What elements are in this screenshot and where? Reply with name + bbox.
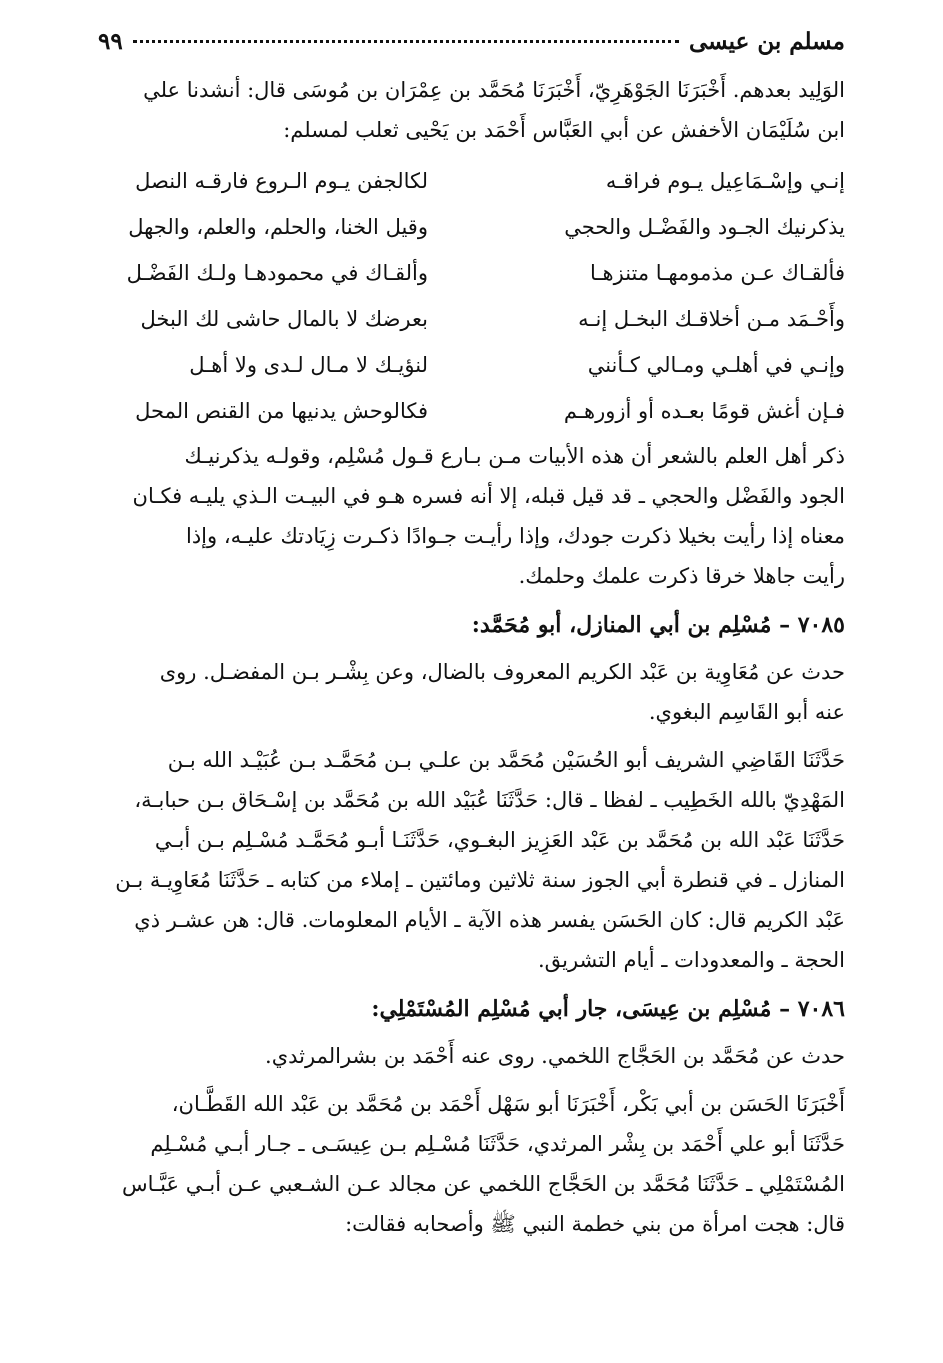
text-line: المُسْتَمْلِي ـ حَدَّثَنَا مُحَمَّد بن الحَجَّاج اللخمي عن مجالد عـن الشـعبي عـن أبـي عَبَّـاس <box>122 1172 845 1196</box>
page-number: ٩٩ <box>98 28 123 55</box>
verse <box>98 158 845 204</box>
text-line: حدث عن مُحَمَّد بن الحَجَّاج اللخمي. روى عنه أَحْمَد بن بشرالمرثدي. <box>265 1044 845 1068</box>
second-hemistich: لنؤيـك لا مـال لـدى ولا أهـل <box>189 353 428 377</box>
text-line: عَبْد الكريم قال: كان الحَسَن يفسر هذه الآية ـ الأيام المعلومات. قال: هن عشـر ذي <box>134 908 845 932</box>
entry-7085-isnad <box>98 740 845 980</box>
text-line: الجود والفَضْل والحجي ـ قد قيل قبله، إلا أنه فسره هـو في البيـت الـذي يليـه فكـان <box>132 484 845 508</box>
text-line: عنه أبو القَاسِم البغوي. <box>648 700 845 724</box>
verse <box>98 250 845 296</box>
entry-7085-bio <box>98 652 845 732</box>
text-line: رأيت جاهلا خرقا ذكرت علمك وحلمك. <box>518 564 845 588</box>
second-hemistich: وألقـاك في محمودهـا ولـك الفَضْـل <box>126 261 428 285</box>
first-hemistich: إنـي وإسْـمَاعِيل يـوم فراقـه <box>605 169 845 193</box>
second-hemistich: فكالوحش يدنيها من القنص المحل <box>135 399 428 423</box>
text-line: المَهْدِيّ بالله الخَطِيب ـ لفظا ـ قال: حَدَّثَنَا عُبَيْد الله بن مُحَمَّد بن إسْـحَاق بـن حبابـة، <box>134 788 845 812</box>
text-line: المنازل ـ في قنطرة أبي الجوز سنة ثلاثين ومائتين ـ إملاء من كتابه ـ حَدَّثَنَا مُعَاوِيـة بـن <box>115 868 845 892</box>
verse <box>98 296 845 342</box>
first-hemistich: فـإن أغش قومًا بعـده أو أزورهـم <box>563 399 845 423</box>
spacer <box>98 732 845 740</box>
verse <box>98 388 845 434</box>
entry-7086-bio <box>98 1036 845 1076</box>
text-line: حدث عن مُعَاوِية بن عَبْد الكريم المعروف بالضال، وعن بِشْـر بـن المفضـل. روى <box>159 660 845 684</box>
verse <box>98 204 845 250</box>
second-hemistich: وقيل الخنا، والحلم، والعلم، والجهل <box>128 215 428 239</box>
running-header <box>98 28 845 70</box>
text-line: حَدَّثَنَا القَاضِي الشريف أبو الحُسَيْن مُحَمَّد بن علـي بـن مُحَمَّـد بـن عُبَيْـد الله بـن <box>167 748 845 772</box>
text-line: الحجة ـ والمعدودات ـ أيام التشريق. <box>537 948 845 972</box>
text-line: أَخْبَرَنَا الحَسَن بن أبي بَكْر، أَخْبَرَنَا أبو سَهْل أَحْمَد بن مُحَمَّد بن عَبْد الله القَطَّـان، <box>171 1092 845 1116</box>
entry-7086-isnad <box>98 1084 845 1244</box>
text-line: ابن سُلَيْمَان الأخفش عن أبي العَبَّاس أَحْمَد بن يَحْيى ثعلب لمسلم: <box>283 118 845 142</box>
spacer <box>98 1076 845 1084</box>
entry-heading-7086: ٧٠٨٦ – مُسْلِم بن عِيسَى، جار أبي مُسْلِم المُسْتَمْلِي: <box>371 996 845 1022</box>
entry-heading-7085: ٧٠٨٥ – مُسْلِم بن أبي المنازل، أبو مُحَمَّد: <box>471 612 845 638</box>
verse <box>98 342 845 388</box>
text-line: الوَلِيد بعدهم. أَخْبَرَنَا الجَوْهَرِيّ، أَخْبَرَنَا مُحَمَّد بن عِمْرَان بن مُوسَى قال: أنشدنا علي <box>143 78 845 102</box>
second-hemistich: لكالجفن يـوم الـروع فارقـه النصل <box>135 169 428 193</box>
leader-dots <box>133 40 679 43</box>
text-line: معناه إذا رأيت بخيلا ذكرت جودك، وإذا رأيـت جـوادًا ذكـرت زِيَادتك عليـه، وإذا <box>186 524 845 548</box>
text-line: قال: هجت امرأة من بني خطمة النبي ﷺ وأصحابه فقالت: <box>345 1212 845 1236</box>
intro-paragraph <box>98 70 845 150</box>
text-line: حَدَّثَنَا أبو علي أَحْمَد بن بِشْر المرثدي، حَدَّثَنَا مُسْـلِم بـن عِيسَـى ـ جـار أبـي مُسْـلِم <box>150 1132 845 1156</box>
second-hemistich: بعرضك لا بالمال حاشى لك البخل <box>140 307 428 331</box>
text-line: حَدَّثَنَا عَبْد الله بن مُحَمَّد بن عَبْد العَزِيز البغـوي، حَدَّثَنَـا أبـو مُحَمَّـد مُسْـلِم بـن أبـي <box>154 828 845 852</box>
poem <box>98 158 845 434</box>
text-line: ذكر أهل العلم بالشعر أن هذه الأبيات مـن بـارع قـول مُسْلِم، وقولـه يذكرنيـك <box>184 444 845 468</box>
first-hemistich: وأَحْـمَد مـن أخلاقـك البخـل إنـه <box>578 307 845 331</box>
first-hemistich: فألقـاك عـن مذمومهـا متنزهـا <box>590 261 845 285</box>
first-hemistich: يذكرنيك الجـود والفَضْـل والحجي <box>564 215 845 239</box>
commentary-paragraph <box>98 436 845 596</box>
first-hemistich: وإنـي في أهلـي ومـالي كـأنني <box>587 353 845 377</box>
running-header-title: مسلم بن عيسى <box>688 28 845 55</box>
